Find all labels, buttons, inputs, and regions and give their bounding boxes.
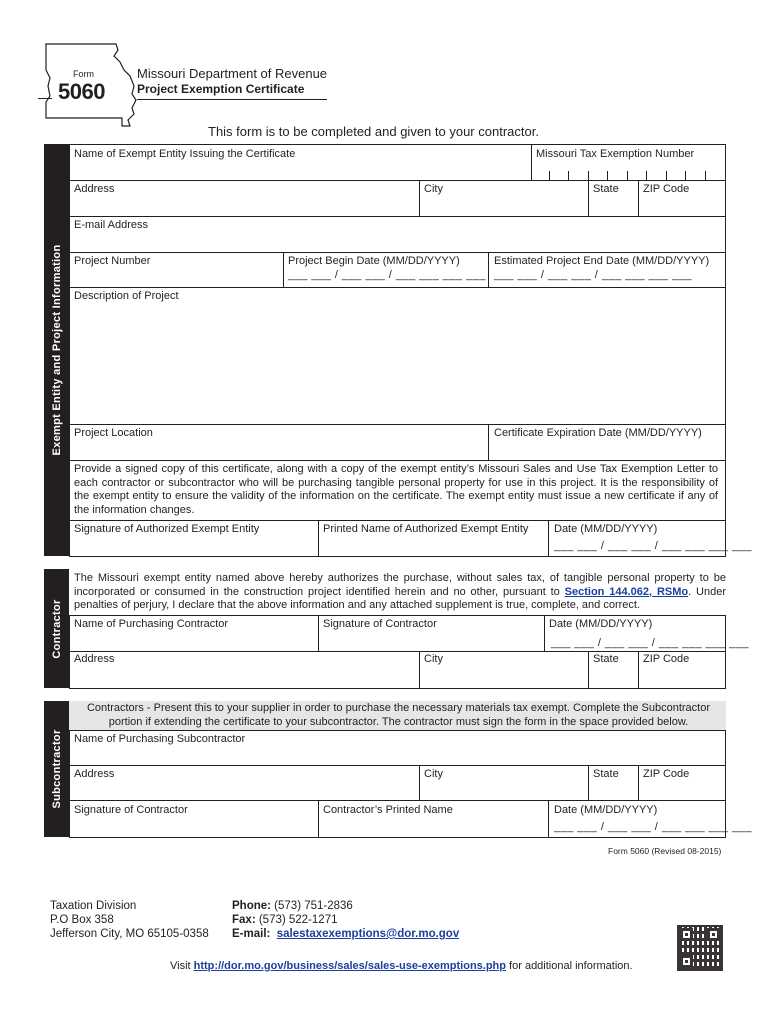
contractor-printed-name-field[interactable]: Contractor’s Printed Name	[323, 804, 453, 816]
fax-line	[232, 914, 338, 927]
subcontractor-banner	[69, 701, 726, 730]
project-description-field[interactable]: Description of Project	[74, 290, 179, 302]
project-begin-date-blank: ___ ___ / ___ ___ / ___ ___ ___ ___	[288, 269, 486, 281]
sidebar-contractor	[44, 569, 69, 688]
exempt-entity-signature-field[interactable]: Signature of Authorized Exempt Entity	[74, 523, 260, 535]
subcontractor-date-field[interactable]: Date (MM/DD/YYYY)	[554, 804, 658, 816]
form-title: Project Exemption Certificate	[137, 82, 305, 96]
project-location-field[interactable]: Project Location	[74, 427, 153, 439]
s2-bottom-line	[69, 688, 726, 689]
contractor-city-field[interactable]: City	[424, 653, 443, 665]
s2-zip-divider	[638, 651, 639, 688]
s1-left-border	[69, 144, 70, 556]
s2-top-line	[69, 615, 726, 616]
header-left-rule	[38, 98, 52, 99]
s2-date-divider	[544, 615, 545, 651]
division-name: Taxation Division	[50, 900, 137, 912]
purchasing-contractor-name-field[interactable]: Name of Purchasing Contractor	[74, 618, 229, 630]
title-underline	[137, 99, 327, 100]
s3-state-divider	[588, 765, 589, 800]
tax-exemption-number-field[interactable]: Missouri Tax Exemption Number	[536, 148, 695, 160]
tax-number-tick	[627, 171, 628, 180]
exempt-entity-date-blank: ___ ___ / ___ ___ / ___ ___ ___ ___	[554, 540, 752, 552]
s3-date-divider	[548, 800, 549, 837]
s1-row6-bottom	[69, 460, 726, 461]
tax-number-tick	[685, 171, 686, 180]
purchasing-subcontractor-name-field[interactable]: Name of Purchasing Subcontractor	[74, 733, 246, 745]
tax-number-tick	[607, 171, 608, 180]
email-label: E-mail:	[232, 928, 271, 940]
s1-row2-bottom	[69, 216, 726, 217]
certificate-expiration-date-field[interactable]: Certificate Expiration Date (MM/DD/YYYY)	[494, 427, 702, 439]
form-revision: Form 5060 (Revised 08-2015)	[608, 846, 722, 856]
qr-eye	[707, 928, 720, 941]
s1-end-divider	[488, 252, 489, 287]
s2-right-border	[725, 615, 726, 688]
form-number: 5060	[58, 79, 105, 104]
fax-label: Fax:	[232, 914, 256, 926]
visit-suffix: for additional information.	[506, 960, 633, 972]
s1-row5-bottom	[69, 424, 726, 425]
contractor-authorization-statement	[74, 572, 726, 613]
statement-text: The Missouri exempt entity named above hereby authorizes the purchase, without sales tax, of tangible personal property to be incorporated or consumed in the construction project identified herein and no other, pursuant to	[74, 572, 726, 598]
fax-number: (573) 522-1271	[255, 914, 338, 926]
s2-left-border	[69, 615, 70, 688]
tax-number-tick	[646, 171, 647, 180]
email-address-field[interactable]: E-mail Address	[74, 219, 148, 231]
statement-text-end: . Under penalties of perjury, I declare that the above information and any attached supplement is true, complete, and correct.	[74, 585, 727, 612]
subcontractor-date-blank: ___ ___ / ___ ___ / ___ ___ ___ ___	[554, 821, 752, 833]
exempt-entity-notice: Provide a signed copy of this certificate, along with a copy of the exempt entity’s Missouri Sales and Use Tax Exemption Letter to each contractor or subcontractor who will be purchasing tangible personal property for use in this project. It is the responsibility of the exempt entity to ensure the validity of the information on the certificate. The exempt entity must issue a new certificate if any of the information changes.	[74, 463, 718, 516]
tax-number-tick	[568, 171, 569, 180]
subcontractor-state-field[interactable]: State	[593, 768, 619, 780]
s1-city-divider	[419, 180, 420, 216]
s2-row1-bottom	[69, 651, 726, 652]
s1-row3-bottom	[69, 252, 726, 253]
state-field[interactable]: State	[593, 183, 619, 195]
s3-top-line	[69, 730, 726, 731]
subcontractor-contractor-signature-field[interactable]: Signature of Contractor	[74, 804, 188, 816]
visit-line	[170, 960, 633, 973]
contractor-signature-field[interactable]: Signature of Contractor	[323, 618, 437, 630]
subcontractor-banner-text: Contractors - Present this to your supplier in order to purchase the necessary materials tax exempt. Complete the Subcontractor portion if extending the certificate to your subcontractor. The contractor must sign the form in the space provided below.	[86, 702, 710, 728]
tax-number-tick	[666, 171, 667, 180]
s3-row1-bottom	[69, 765, 726, 766]
statute-link[interactable]: Section 144.062, RSMo	[564, 585, 689, 598]
s1-date-divider	[548, 520, 549, 556]
sidebar-subcontractor	[44, 701, 69, 837]
s1-zip-divider	[638, 180, 639, 216]
email-link[interactable]: salestaxexemptions@dor.mo.gov	[276, 928, 460, 940]
exempt-entity-date-field[interactable]: Date (MM/DD/YYYY)	[554, 523, 658, 535]
contractor-address-field[interactable]: Address	[74, 653, 115, 665]
sidebar-label-subcontractor: Subcontractor	[50, 729, 63, 809]
subcontractor-city-field[interactable]: City	[424, 768, 443, 780]
s3-printed-divider	[318, 800, 319, 837]
form-word: Form	[73, 69, 94, 79]
subcontractor-zip-code-field[interactable]: ZIP Code	[643, 768, 690, 780]
s1-row4-bottom	[69, 287, 726, 288]
s2-city-divider	[419, 651, 420, 688]
subcontractor-address-field[interactable]: Address	[74, 768, 115, 780]
zip-code-field[interactable]: ZIP Code	[643, 183, 690, 195]
s3-row2-bottom	[69, 800, 726, 801]
phone-label: Phone:	[232, 900, 271, 912]
contractor-date-blank: ___ ___ / ___ ___ / ___ ___ ___ ___	[551, 637, 749, 649]
tax-number-tick	[705, 171, 706, 180]
s1-row1-bottom	[69, 180, 726, 181]
tax-number-tick	[588, 171, 589, 180]
s1-state-divider	[588, 180, 589, 216]
contractor-zip-code-field[interactable]: ZIP Code	[643, 653, 690, 665]
agency-name: Missouri Department of Revenue	[137, 66, 328, 81]
city-state-zip: Jefferson City, MO 65105-0358	[50, 928, 209, 940]
email-line	[232, 928, 459, 941]
phone-line	[232, 900, 353, 913]
contractor-date-field[interactable]: Date (MM/DD/YYYY)	[549, 618, 653, 630]
s1-expiration-divider	[488, 424, 489, 460]
s1-printed-divider	[318, 520, 319, 556]
project-end-date-blank: ___ ___ / ___ ___ / ___ ___ ___ ___	[494, 269, 692, 281]
sidebar-label-contractor: Contractor	[50, 598, 63, 659]
s3-left-border	[69, 730, 70, 837]
sidebar-label-exempt-entity: Exempt Entity and Project Information	[50, 244, 63, 456]
project-number-field[interactable]: Project Number	[74, 255, 151, 267]
address-field[interactable]: Address	[74, 183, 115, 195]
phone-number: (573) 751-2836	[270, 900, 353, 912]
s1-begin-divider	[283, 252, 284, 287]
exempt-entity-name-field[interactable]: Name of Exempt Entity Issuing the Certificate	[74, 148, 296, 160]
qr-eye	[680, 955, 693, 968]
form-instruction: This form is to be completed and given to your contractor.	[208, 124, 539, 139]
visit-prefix: Visit	[170, 960, 194, 972]
po-box: P.O Box 358	[50, 914, 114, 926]
qr-eye	[680, 928, 693, 941]
contractor-state-field[interactable]: State	[593, 653, 619, 665]
s2-state-divider	[588, 651, 589, 688]
s3-zip-divider	[638, 765, 639, 800]
s1-bottom-line	[69, 556, 726, 557]
s3-bottom-line	[69, 837, 726, 838]
sidebar-exempt-entity	[44, 144, 69, 556]
website-link[interactable]: http://dor.mo.gov/business/sales/sales-use-exemptions.php	[193, 960, 506, 972]
city-field[interactable]: City	[424, 183, 443, 195]
project-begin-date-field[interactable]: Project Begin Date (MM/DD/YYYY)	[288, 255, 460, 267]
qr-code-icon	[677, 925, 723, 971]
exempt-entity-printed-name-field[interactable]: Printed Name of Authorized Exempt Entity	[323, 523, 529, 535]
s1-top-line	[69, 144, 726, 145]
s1-tax-divider	[531, 144, 532, 180]
s1-right-border	[725, 144, 726, 556]
s3-city-divider	[419, 765, 420, 800]
s2-signature-divider	[318, 615, 319, 651]
tax-number-tick	[549, 171, 550, 180]
project-end-date-field[interactable]: Estimated Project End Date (MM/DD/YYYY)	[494, 255, 710, 267]
s1-notice-bottom	[69, 520, 726, 521]
